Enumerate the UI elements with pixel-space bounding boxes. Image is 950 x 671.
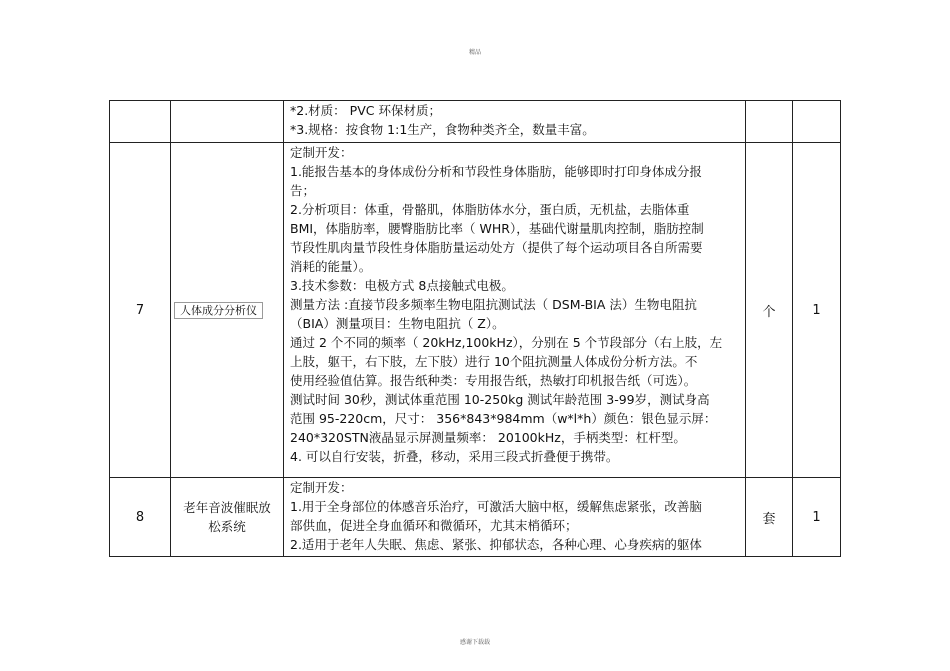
row-number-cell: 8: [110, 478, 171, 557]
desc-line: 3.技术参数：电极方式 8点接触式电极。: [290, 278, 514, 293]
table-row: [110, 101, 841, 143]
item-name-line: 松系统: [208, 519, 246, 534]
description-cell: [284, 101, 746, 143]
desc-line: 使用经验值估算。报告纸种类：专用报告纸，热敏打印机报告纸（可选）。: [290, 373, 697, 388]
unit-cell: 个: [746, 143, 793, 478]
description-cell: [284, 143, 746, 478]
spec-table: [109, 100, 841, 557]
item-name-cell: [171, 101, 284, 143]
desc-line: 2.适用于老年人失眠、焦虑、紧张、抑郁状态，各种心理、心身疾病的躯体: [290, 537, 702, 552]
page-header: 精品: [468, 49, 481, 56]
desc-line: 告；: [290, 183, 316, 198]
desc-line: 测试时间 30秒，测试体重范围 10-250kg 测试年龄范围 3-99岁，测试身高: [290, 392, 710, 407]
desc-line: （BIA）测量项目：生物电阻抗（ Z）。: [290, 316, 505, 331]
desc-line: 2.分析项目：体重，骨骼肌，体脂肪体水分，蛋白质，无机盐，去脂体重: [290, 202, 690, 217]
desc-line: 节段性肌肉量节段性身体脂肪量运动处方（提供了每个运动项目各自所需要: [290, 240, 703, 255]
desc-line: 上肢，躯干，右下肢，左下肢）进行 10个阻抗测量人体成份分析方法。不: [290, 354, 698, 369]
unit-cell: 套: [746, 478, 793, 557]
quantity-cell: 1: [793, 143, 841, 478]
row-number-cell: 7: [110, 143, 171, 478]
desc-line: 定制开发：: [290, 480, 353, 495]
quantity-cell: 1: [793, 478, 841, 557]
item-name-cell: [171, 478, 284, 557]
desc-line: 4. 可以自行安装，折叠，移动，采用三段式折叠便于携带。: [290, 449, 619, 464]
desc-line: 定制开发：: [290, 145, 353, 160]
item-name-label: 人体成分分析仪: [174, 302, 263, 319]
row-number-cell: [110, 101, 171, 143]
item-name-line: 老年音波催眠放: [183, 500, 271, 515]
desc-line: 通过 2 个不同的频率（ 20kHz,100kHz），分别在 5 个节段部分（右上肢，左: [290, 335, 723, 350]
desc-line: 范围 95-220cm，尺寸： 356*843*984mm（w*l*h）颜色：银色显示屏：: [290, 411, 717, 426]
item-name-cell: [171, 143, 284, 478]
unit-cell: [746, 101, 793, 143]
description-cell: [284, 478, 746, 557]
desc-line: 1.用于全身部位的体感音乐治疗，可激活大脑中枢，缓解焦虑紧张，改善脑: [290, 499, 702, 514]
desc-line: BMI，体脂肪率，腰臀脂肪比率（ WHR），基础代谢量肌肉控制，脂肪控制: [290, 221, 704, 236]
table-row: [110, 143, 841, 478]
desc-line: *3.规格：按食物 1:1生产，食物种类齐全，数量丰富。: [290, 122, 595, 137]
desc-line: *2.材质： PVC 环保材质；: [290, 103, 441, 118]
desc-line: 部供血，促进全身血循环和微循环，尤其末梢循环；: [290, 518, 578, 533]
desc-line: 1.能报告基本的身体成份分析和节段性身体脂肪，能够即时打印身体成分报: [290, 164, 702, 179]
quantity-cell: [793, 101, 841, 143]
desc-line: 240*320STN液晶显示屏测量频率： 20100kHz，手柄类型：杠杆型。: [290, 430, 686, 445]
desc-line: 测量方法 :直接节段多频率生物电阻抗测试法（ DSM-BIA 法）生物电阻抗: [290, 297, 697, 312]
page-footer: 感谢下载载: [459, 639, 490, 646]
desc-line: 消耗的能量）。: [290, 259, 372, 274]
table-row: [110, 478, 841, 557]
